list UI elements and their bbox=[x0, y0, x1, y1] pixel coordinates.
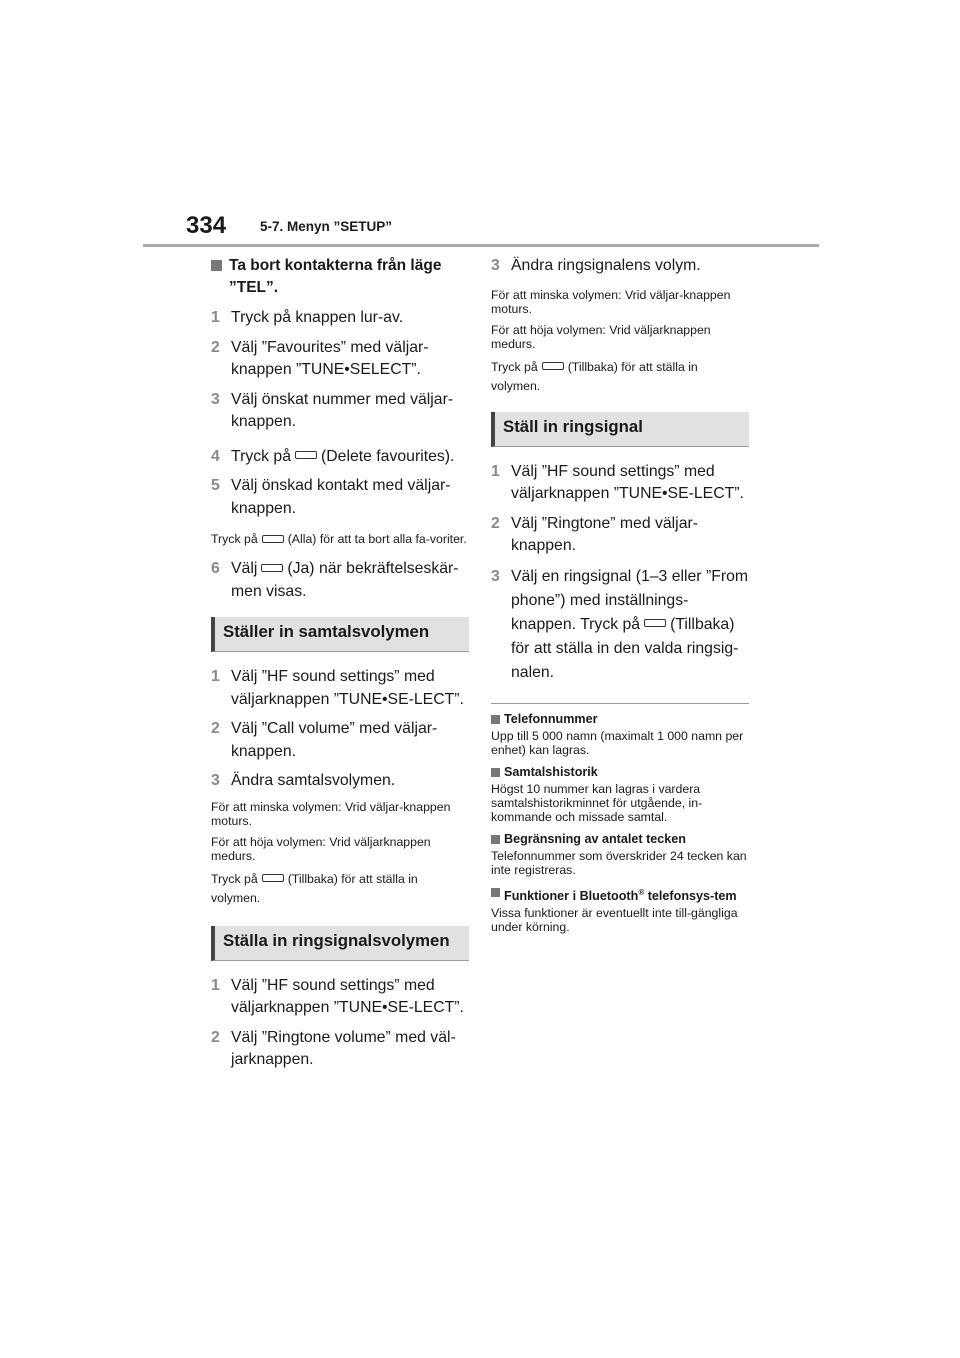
section-heading-ringtone: Ställ in ringsignal bbox=[491, 412, 749, 447]
step-item: 2 Välj ”Ringtone volume” med väl-jarknappen. bbox=[211, 1028, 456, 1068]
footnote-body: Telefonnummer som överskrider 24 tecken kan inte registreras. bbox=[491, 848, 747, 877]
square-bullet-icon bbox=[491, 715, 500, 724]
step-item: 3 Välj en ringsignal (1–3 eller ”From phone”) med inställnings-knappen. Tryck på (Tillbaka) för att ställa in den valda ringsig-nalen. bbox=[491, 567, 749, 681]
button-icon bbox=[644, 619, 666, 627]
chapter-title: 5-7. Menyn ”SETUP” bbox=[260, 219, 393, 234]
section-heading-ringtone-volume: Ställa in ringsignalsvolymen bbox=[211, 926, 469, 961]
page-number: 334 bbox=[186, 212, 227, 239]
step-item: 3 Välj önskat nummer med väljar-knappen. bbox=[211, 390, 454, 430]
step-item: 1 Tryck på knappen lur-av. bbox=[211, 309, 404, 326]
footnote-heading: Begränsning av antalet tecken bbox=[491, 832, 749, 847]
footnote-heading: Telefonnummer bbox=[491, 712, 749, 727]
right-column bbox=[491, 255, 749, 942]
step-item: 2 Välj ”Ringtone” med väljar-knappen. bbox=[491, 514, 699, 554]
step-item: 1 Välj ”HF sound settings” med väljarknappen ”TUNE•SE-LECT”. bbox=[211, 668, 464, 708]
button-icon bbox=[261, 564, 283, 572]
left-column bbox=[211, 255, 469, 1079]
button-icon bbox=[262, 535, 284, 543]
note-text: Tryck på (Tillbaka) för att ställa in volymen. bbox=[491, 359, 698, 393]
step-item: 2 Välj ”Call volume” med väljar-knappen. bbox=[211, 720, 438, 760]
note-text: Tryck på (Alla) för att ta bort alla fa-voriter. bbox=[211, 532, 467, 546]
footnote-body: Vissa funktioner är eventuellt inte till-gängliga under körning. bbox=[491, 905, 738, 934]
square-bullet-icon bbox=[491, 835, 500, 844]
square-bullet-icon bbox=[211, 260, 222, 271]
note-text: För att höja volymen: Vrid väljarknappen medurs. bbox=[491, 322, 711, 351]
square-bullet-icon bbox=[491, 888, 500, 897]
button-icon bbox=[542, 362, 564, 370]
step-item: 5 Välj önskad kontakt med väljar-knappen. bbox=[211, 477, 451, 517]
step-item: 1 Välj ”HF sound settings” med väljarknappen ”TUNE•SE-LECT”. bbox=[211, 976, 464, 1016]
footnote-divider bbox=[491, 703, 749, 704]
header-rule bbox=[143, 244, 819, 247]
step-item: 6 Välj (Ja) när bekräftelseskär-men visas. bbox=[211, 560, 459, 600]
note-text: För att minska volymen: Vrid väljar-knappen moturs. bbox=[211, 799, 451, 828]
note-text: För att minska volymen: Vrid väljar-knappen moturs. bbox=[491, 287, 731, 316]
step-item: 2 Välj ”Favourites” med väljar-knappen ”TUNE•SELECT”. bbox=[211, 338, 429, 378]
button-icon bbox=[295, 451, 317, 459]
square-bullet-icon bbox=[491, 768, 500, 777]
footnote-body: Högst 10 nummer kan lagras i vardera samtalshistorikminnet för utgående, in-kommande och missade samtal. bbox=[491, 781, 703, 824]
footnote-heading: Funktioner i Bluetooth® telefonsys-tem bbox=[491, 885, 749, 904]
section-heading-call-volume: Ställer in samtalsvolymen bbox=[211, 617, 469, 652]
footnote-heading: Samtalshistorik bbox=[491, 765, 749, 780]
footnote-body: Upp till 5 000 namn (maximalt 1 000 namn per enhet) kan lagras. bbox=[491, 728, 744, 757]
step-item: 3 Ändra samtalsvolymen. bbox=[211, 772, 396, 789]
note-text: För att höja volymen: Vrid väljarknappen medurs. bbox=[211, 834, 431, 863]
subsection-heading: Ta bort kontakterna från läge ”TEL”. bbox=[211, 255, 469, 299]
note-text: Tryck på (Tillbaka) för att ställa in volymen. bbox=[211, 871, 418, 905]
step-item: 3 Ändra ringsignalens volym. bbox=[491, 257, 701, 274]
step-item: 4 Tryck på (Delete favourites). bbox=[211, 447, 455, 465]
button-icon bbox=[262, 874, 284, 882]
step-item: 1 Välj ”HF sound settings” med väljarknappen ”TUNE•SE-LECT”. bbox=[491, 462, 744, 502]
